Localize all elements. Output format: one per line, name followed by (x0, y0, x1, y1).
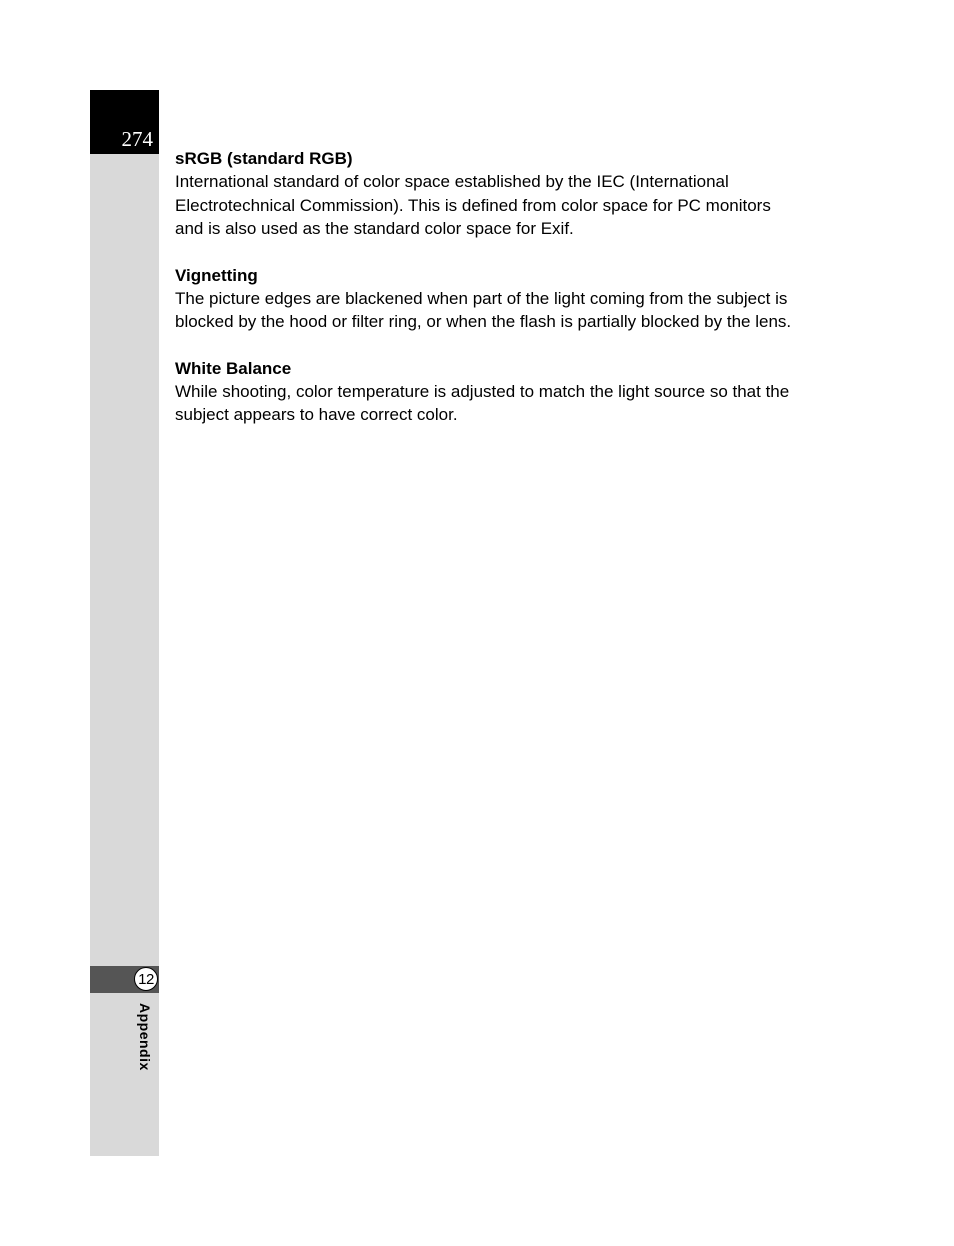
glossary-definition: While shooting, color temperature is adjusted to match the light source so that the subject appears to have correct color. (175, 381, 790, 424)
glossary-definition: The picture edges are blackened when part of the light coming from the subject is blocked by the hood or filter ring, or when the flash is partially blocked by the lens. (175, 288, 792, 331)
glossary-term: sRGB (standard RGB) (175, 149, 353, 168)
page-number: 274 (121, 127, 153, 151)
glossary-entry-vignetting (175, 264, 795, 334)
chapter-label: Appendix (137, 1003, 153, 1071)
glossary-content (175, 147, 795, 450)
page-number-box (90, 90, 159, 154)
glossary-term: White Balance (175, 358, 292, 378)
glossary-definition: International standard of color space established by the IEC (International Electrotechnical Commission). This is defined from color space for PC monitors and is also used as the standard color space for Exif. (175, 172, 771, 238)
glossary-entry-srgb (175, 147, 795, 241)
side-strip (90, 90, 159, 1156)
glossary-term: Vignetting (175, 265, 258, 285)
chapter-number-badge: 12 (134, 967, 158, 991)
glossary-entry-white-balance (175, 357, 795, 427)
